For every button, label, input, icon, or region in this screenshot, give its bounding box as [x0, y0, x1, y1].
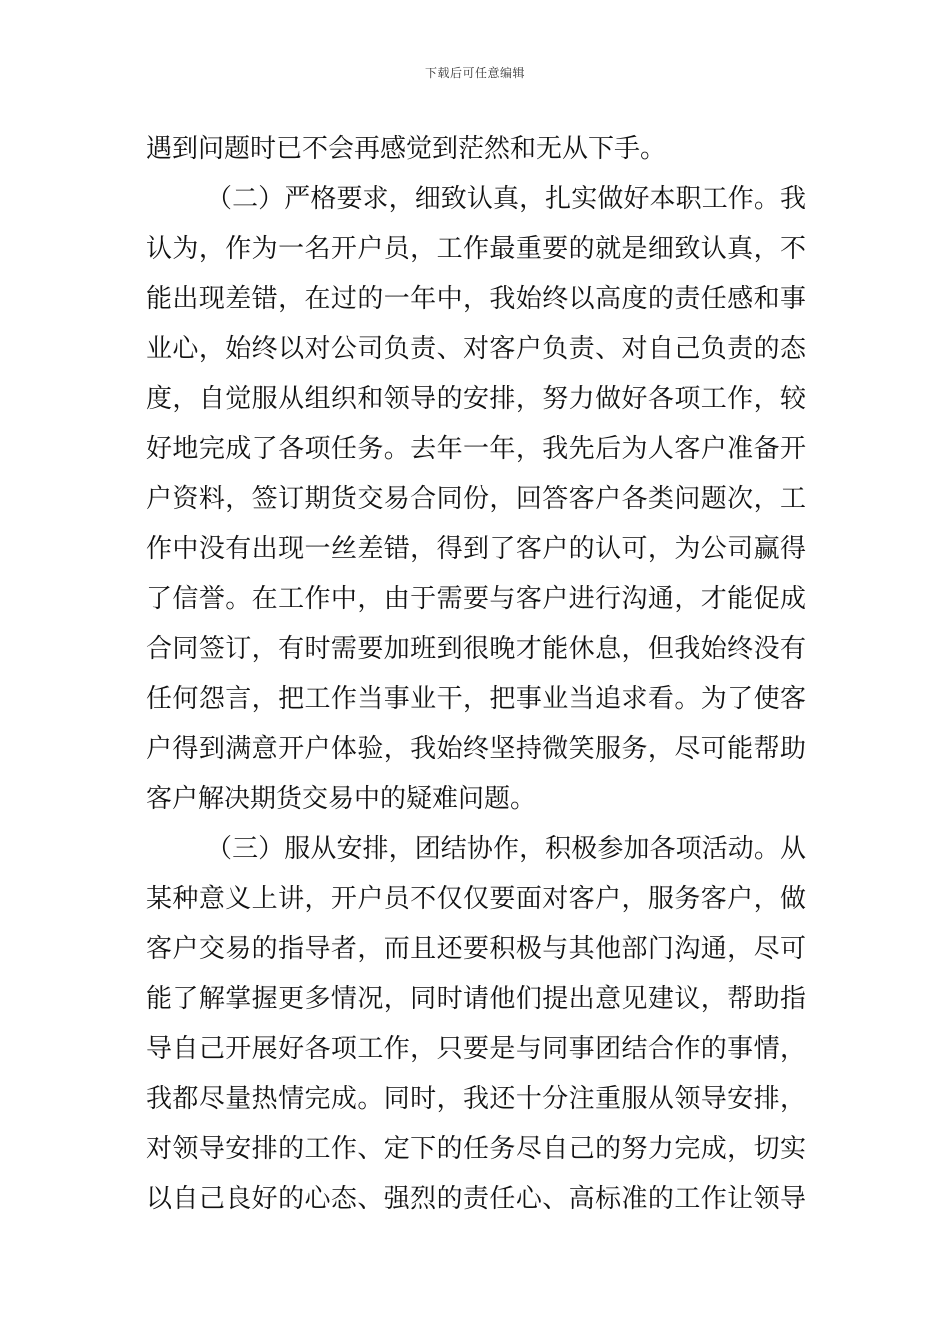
- text-line: 合同签订，有时需要加班到很晚才能休息，但我始终没有: [146, 634, 806, 664]
- text-line: 客户解决期货交易中的疑难问题。: [146, 784, 537, 814]
- text-line: 客户交易的指导者，而且还要积极与其他部门沟通，尽可: [146, 934, 806, 964]
- paragraph-heading-line: （二）严格要求，细致认真，扎实做好本职工作。我: [206, 184, 806, 214]
- text-line: 导自己开展好各项工作，只要是与同事团结合作的事情，: [146, 1034, 806, 1064]
- paragraph-heading-line: （三）服从安排，团结协作，积极参加各项活动。从: [206, 834, 806, 864]
- text-line: 作中没有出现一丝差错，得到了客户的认可，为公司赢得: [146, 534, 806, 564]
- text-line: 对领导安排的工作、定下的任务尽自己的努力完成，切实: [146, 1134, 806, 1164]
- text-line: 遇到问题时已不会再感觉到茫然和无从下手。: [146, 134, 667, 164]
- text-line: 认为，作为一名开户员，工作最重要的就是细致认真，不: [146, 234, 806, 264]
- text-line: 以自己良好的心态、强烈的责任心、高标准的工作让领导: [146, 1184, 806, 1214]
- text-line: 能了解掌握更多情况，同时请他们提出意见建议，帮助指: [146, 984, 806, 1014]
- text-line: 业心，始终以对公司负责、对客户负责、对自己负责的态: [146, 334, 806, 364]
- text-line: 我都尽量热情完成。同时，我还十分注重服从领导安排，: [146, 1084, 806, 1114]
- text-line: 户得到满意开户体验，我始终坚持微笑服务，尽可能帮助: [146, 734, 806, 764]
- text-line: 户资料，签订期货交易合同份，回答客户各类问题次，工: [146, 484, 806, 514]
- text-line: 某种意义上讲，开户员不仅仅要面对客户，服务客户，做: [146, 884, 806, 914]
- text-line: 了信誉。在工作中，由于需要与客户进行沟通，才能促成: [146, 584, 806, 614]
- body-text: [146, 124, 806, 1224]
- text-line: 度，自觉服从组织和领导的安排，努力做好各项工作，较: [146, 384, 806, 414]
- text-line: 好地完成了各项任务。去年一年，我先后为人客户准备开: [146, 434, 806, 464]
- page-header: 下载后可任意编辑: [424, 66, 525, 80]
- text-line: 任何怨言，把工作当事业干，把事业当追求看。为了使客: [146, 684, 806, 714]
- text-line: 能出现差错，在过的一年中，我始终以高度的责任感和事: [146, 284, 806, 314]
